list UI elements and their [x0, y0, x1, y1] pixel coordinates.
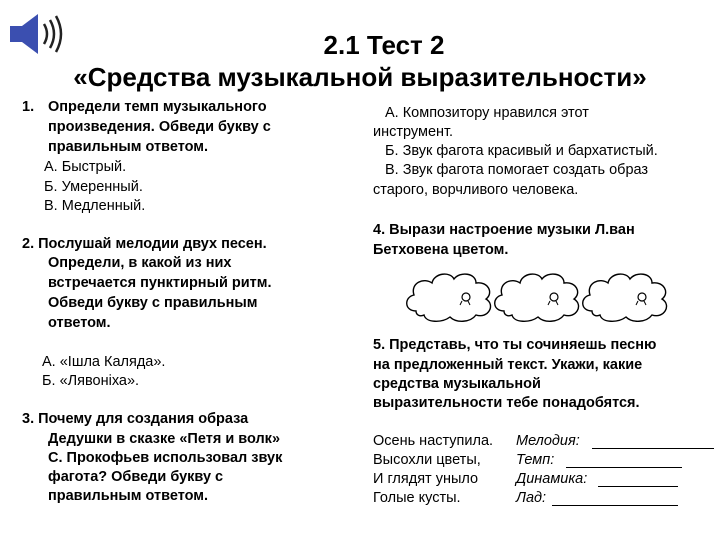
title-line1: 2.1 Тест 2	[323, 30, 445, 60]
tempo-answer-field[interactable]	[566, 453, 682, 468]
q3-option-c-line-2[interactable]: старого, ворчливого человека.	[373, 182, 579, 198]
q5-line-2: на предложенный текст. Укажи, какие	[373, 357, 643, 373]
melody-label: Мелодия:	[516, 433, 580, 449]
q3-line-5: правильным ответом.	[48, 488, 209, 504]
q3-line-2: Дедушки в сказке «Петя и волк»	[48, 431, 281, 447]
mode-answer-field[interactable]	[552, 491, 678, 506]
q5-line-1: 5. Представь, что ты сочиняешь песню	[373, 337, 657, 353]
lyric-line-2: Высохли цветы,	[373, 452, 481, 468]
q1-option-c[interactable]: В. Медленный.	[44, 198, 146, 214]
q4-line-1: 4. Вырази настроение музыки Л.ван	[373, 222, 635, 238]
q4-line-2: Бетховена цветом.	[373, 242, 509, 258]
q3-line-4: фагота? Обведи букву с	[48, 469, 224, 485]
q5-line-3: средства музыкальной	[373, 376, 541, 392]
q2-option-a[interactable]: А. «Ішла Каляда».	[42, 354, 166, 370]
melody-answer-field[interactable]	[592, 434, 714, 449]
q1-line-2: произведения. Обведи букву с	[48, 119, 271, 135]
q3-line-1: 3. Почему для создания образа	[22, 411, 249, 427]
lyric-line-3: И глядят уныло	[373, 471, 479, 487]
dynamics-label: Динамика:	[516, 471, 588, 487]
q1-option-a[interactable]: А. Быстрый.	[44, 159, 127, 175]
page-subtitle: «Средства музыкальной выразительности»	[73, 62, 647, 92]
page-title	[0, 30, 720, 61]
lyric-line-1: Осень наступила.	[373, 433, 494, 449]
q1-line-1: Определи темп музыкального	[48, 99, 267, 115]
q3-option-a-line-2[interactable]: инструмент.	[373, 124, 454, 140]
q1-option-b[interactable]: Б. Умеренный.	[44, 179, 143, 195]
tempo-label: Темп:	[516, 452, 555, 468]
q3-option-c-line-1[interactable]: В. Звук фагота помогает создать образ	[385, 162, 649, 178]
cloud-3[interactable]	[578, 267, 674, 323]
q1-number: 1.	[22, 99, 35, 115]
q3-option-b[interactable]: Б. Звук фагота красивый и бархатистый.	[385, 143, 658, 159]
lyric-line-4: Голые кусты.	[373, 490, 461, 506]
q2-line-3: встречается пунктирный ритм.	[48, 275, 272, 291]
dynamics-answer-field[interactable]	[598, 472, 678, 487]
cloud-1[interactable]	[402, 267, 498, 323]
q2-line-2: Определи, в какой из них	[48, 255, 232, 271]
q2-option-b[interactable]: Б. «Лявоніха».	[42, 373, 140, 389]
q3-line-3: С. Прокофьев использовал звук	[48, 450, 283, 466]
q1-line-3: правильным ответом.	[48, 139, 209, 155]
cloud-2[interactable]	[490, 267, 586, 323]
q5-line-4: выразительности тебе понадобятся.	[373, 395, 640, 411]
q2-line-5: ответом.	[48, 315, 111, 331]
mode-label: Лад:	[516, 490, 547, 506]
q3-option-a-line-1[interactable]: А. Композитору нравился этот	[385, 105, 589, 121]
q2-line-1: 2. Послушай мелодии двух песен.	[22, 236, 267, 252]
q2-line-4: Обведи букву с правильным	[48, 295, 258, 311]
